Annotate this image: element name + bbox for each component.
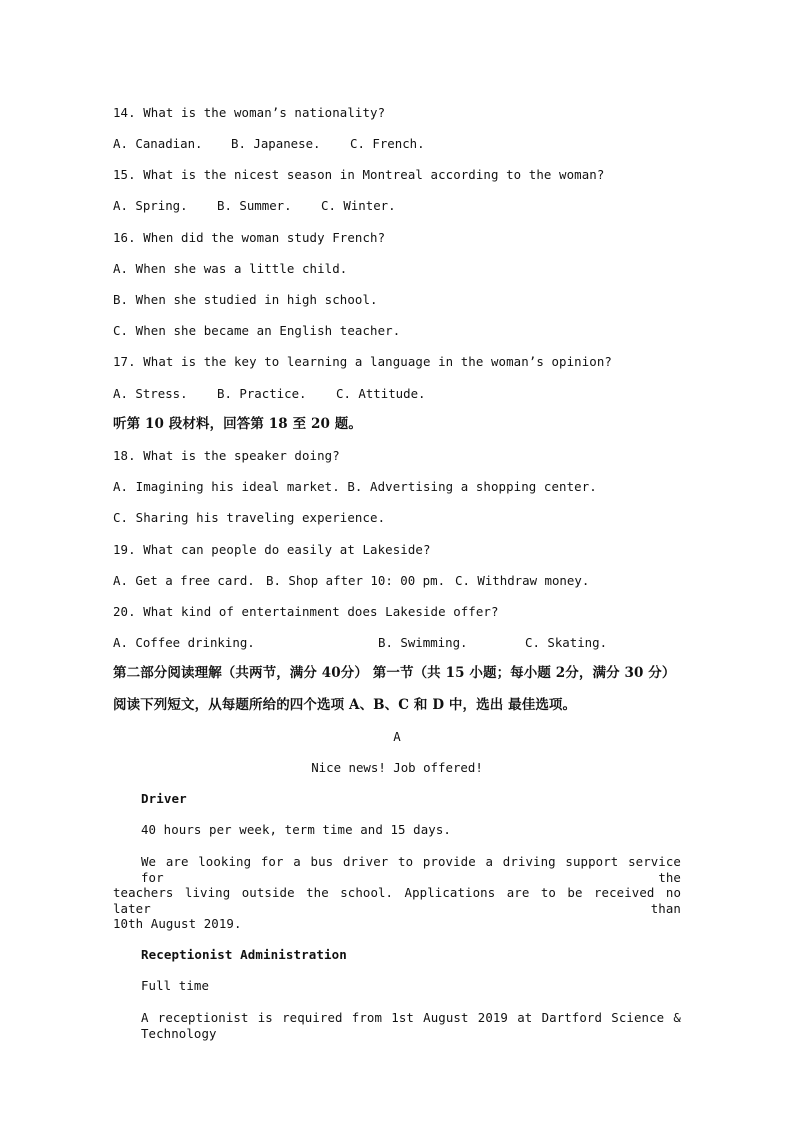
receptionist-body-line-1: A receptionist is required from 1st August 2019 at Dartford Science & Technology xyxy=(141,1010,681,1041)
receptionist-time: Full time xyxy=(141,978,210,993)
driver-body-line-3: 10th August 2019. xyxy=(113,916,242,931)
section10-instruction: 听第 10 段材料，回答第 18 至 20 题。 xyxy=(113,416,362,432)
q15-option-b: B. Summer. xyxy=(217,198,292,213)
q18-question: 18. What is the speaker doing? xyxy=(113,448,340,463)
driver-body-line-1: We are looking for a bus driver to provide a driving support service for the xyxy=(141,854,681,885)
driver-body-line-2: teachers living outside the school. Applications are to be received no later than xyxy=(113,885,681,916)
q19-option-b: B. Shop after 10: 00 pm. xyxy=(266,573,446,588)
q14-option-b: B. Japanese. xyxy=(231,136,321,151)
q14-question: 14. What is the woman’s nationality? xyxy=(113,105,386,120)
q17-option-a: A. Stress. xyxy=(113,386,188,401)
q15-option-c: C. Winter. xyxy=(321,198,396,213)
q20-option-b: B. Swimming. xyxy=(378,635,468,650)
q18-option-c: C. Sharing his traveling experience. xyxy=(113,510,386,525)
q19-option-c: C. Withdraw money. xyxy=(455,573,590,588)
q16-option-c: C. When she became an English teacher. xyxy=(113,323,401,338)
q17-option-b: B. Practice. xyxy=(217,386,307,401)
q16-option-a: A. When she was a little child. xyxy=(113,261,348,276)
q15-option-a: A. Spring. xyxy=(113,198,188,213)
receptionist-heading: Receptionist Administration xyxy=(141,947,347,962)
q16-option-b: B. When she studied in high school. xyxy=(113,292,378,307)
q20-option-c: C. Skating. xyxy=(525,635,608,650)
part2-instruction: 阅读下列短文，从每题所给的四个选项 A、B、C 和 D 中，选出 最佳选项。 xyxy=(113,697,577,713)
passage-letter: A xyxy=(393,729,401,744)
q20-question: 20. What kind of entertainment does Lakeside offer? xyxy=(113,604,499,619)
q17-option-c: C. Attitude. xyxy=(336,386,426,401)
q15-question: 15. What is the nicest season in Montreal according to the woman? xyxy=(113,167,605,182)
passage-title: Nice news! Job offered! xyxy=(311,760,483,775)
driver-hours: 40 hours per week, term time and 15 days. xyxy=(141,822,451,837)
part2-heading: 第二部分阅读理解（共两节，满分 40分） 第一节（共 15 小题；每小题 2分，满分 30 分） xyxy=(113,665,676,681)
q18-options-ab: A. Imagining his ideal market. B. Advertising a shopping center. xyxy=(113,479,597,494)
q14-option-c: C. French. xyxy=(350,136,425,151)
q16-question: 16. When did the woman study French? xyxy=(113,230,386,245)
q19-option-a: A. Get a free card. xyxy=(113,573,255,588)
q17-question: 17. What is the key to learning a language in the woman’s opinion? xyxy=(113,354,612,369)
q14-option-a: A. Canadian. xyxy=(113,136,203,151)
driver-heading: Driver xyxy=(141,791,187,806)
q20-option-a: A. Coffee drinking. xyxy=(113,635,255,650)
q19-question: 19. What can people do easily at Lakeside? xyxy=(113,542,431,557)
